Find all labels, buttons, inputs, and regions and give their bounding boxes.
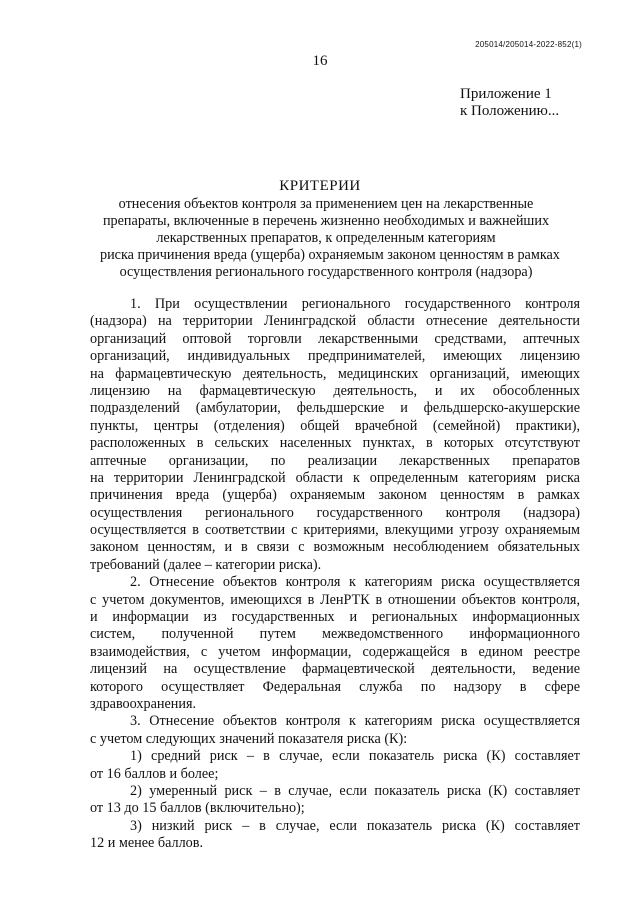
subtitle-line: препараты, включенные в перечень жизненно необходимых и важнейших <box>102 213 550 229</box>
paragraph-line: с учетом следующих значений показателя риска (К): <box>90 730 408 747</box>
paragraph-line: требований (далее – категории риска). <box>90 556 322 573</box>
paragraph-line: от 13 до 15 баллов (включительно); <box>90 800 305 817</box>
document-subtitle <box>100 196 560 281</box>
paragraph-line: (надзора) на территории Ленинградской области отнесение деятельности <box>90 313 580 330</box>
paragraph <box>90 783 580 818</box>
paragraph-line: 12 и менее баллов. <box>90 835 204 852</box>
paragraph-line: от 16 баллов и более; <box>90 765 219 782</box>
paragraph-line: осуществляется в соответствии с критериями, влекущими угрозу охраняемым <box>90 522 580 539</box>
subtitle-line: лекарственных препаратов, к определенным категориям <box>156 230 496 246</box>
paragraph-line: с учетом документов, имеющихся в ЛенРТК в отношении объектов контроля, <box>90 591 580 608</box>
paragraph-line: причинения вреда (ущерба) охраняемым законом ценностям в рамках <box>90 487 580 504</box>
paragraph-line: пункты, центры (отделения) общей врачебной (семейной) практики), <box>90 417 580 434</box>
subtitle-line: риска причинения вреда (ущерба) охраняемым законом ценностям в рамках <box>100 247 560 263</box>
subtitle-line: осуществления регионального государственного контроля (надзора) <box>119 264 533 280</box>
document-id: 205014/205014-2022-852(1) <box>475 40 582 49</box>
paragraph-line: подразделений (амбулатории, фельдшерские и фельдшерско-акушерские <box>90 400 580 417</box>
paragraph-line: аптечные организации, по реализации лекарственных препаратов <box>90 452 580 469</box>
appendix-line: Приложение 1 <box>460 86 552 102</box>
paragraph-line: 1. При осуществлении регионального государственного контроля <box>130 296 580 312</box>
paragraph-line: лицензий на осуществление фармацевтической деятельности, ведение <box>90 661 580 678</box>
paragraph-line: осуществления регионального государственного контроля (надзора) <box>90 504 580 521</box>
paragraph-line: организаций оптовой торговли лекарственными средствами, аптечных <box>90 330 580 347</box>
paragraph-line: расположенных в сельских населенных пунктах, в которых отсутствуют <box>90 435 580 452</box>
paragraph-line: здравоохранения. <box>90 695 197 712</box>
paragraph <box>90 818 580 853</box>
paragraph <box>90 748 580 783</box>
paragraph-line: 1) средний риск – в случае, если показатель риска (К) составляет <box>130 748 580 765</box>
subtitle-line: отнесения объектов контроля за применением цен на лекарственные <box>118 196 534 212</box>
paragraph-line: законом ценностям, и в связи с возможным несоблюдением обязательных <box>90 539 580 556</box>
paragraph-line: и информации из государственных и региональных информационных <box>90 609 580 626</box>
paragraph-line: на территории Ленинградской области к определенным категориям риска <box>90 469 580 486</box>
paragraph-line: на фармацевтическую деятельность, медицинских организаций, имеющих <box>90 365 580 382</box>
paragraph <box>90 713 580 748</box>
paragraph-line: которого осуществляет Федеральная служба по надзору в сфере <box>90 678 580 695</box>
document-body <box>90 296 580 853</box>
paragraph <box>90 574 580 713</box>
paragraph-line: систем, полученной путем межведомственного информационного <box>90 626 580 643</box>
document-title: КРИТЕРИИ <box>279 178 361 194</box>
paragraph-line: организаций, индивидуальных предпринимателей, имеющих лицензию <box>90 348 580 365</box>
page-number: 16 <box>312 53 328 69</box>
appendix-line: к Положению... <box>460 103 560 119</box>
paragraph-line: 2. Отнесение объектов контроля к категориям риска осуществляется <box>130 574 580 591</box>
paragraph-line: 2) умеренный риск – в случае, если показатель риска (К) составляет <box>130 782 580 799</box>
paragraph-line: 3) низкий риск – в случае, если показатель риска (К) составляет <box>130 817 580 834</box>
paragraph-line: лицензию на фармацевтическую деятельность, и их обособленных <box>90 382 580 399</box>
paragraph <box>90 296 580 574</box>
paragraph-line: 3. Отнесение объектов контроля к категориям риска осуществляется <box>130 713 580 730</box>
appendix-reference <box>460 86 559 120</box>
paragraph-line: взаимодействия, с учетом информации, содержащейся в едином реестре <box>90 643 580 660</box>
